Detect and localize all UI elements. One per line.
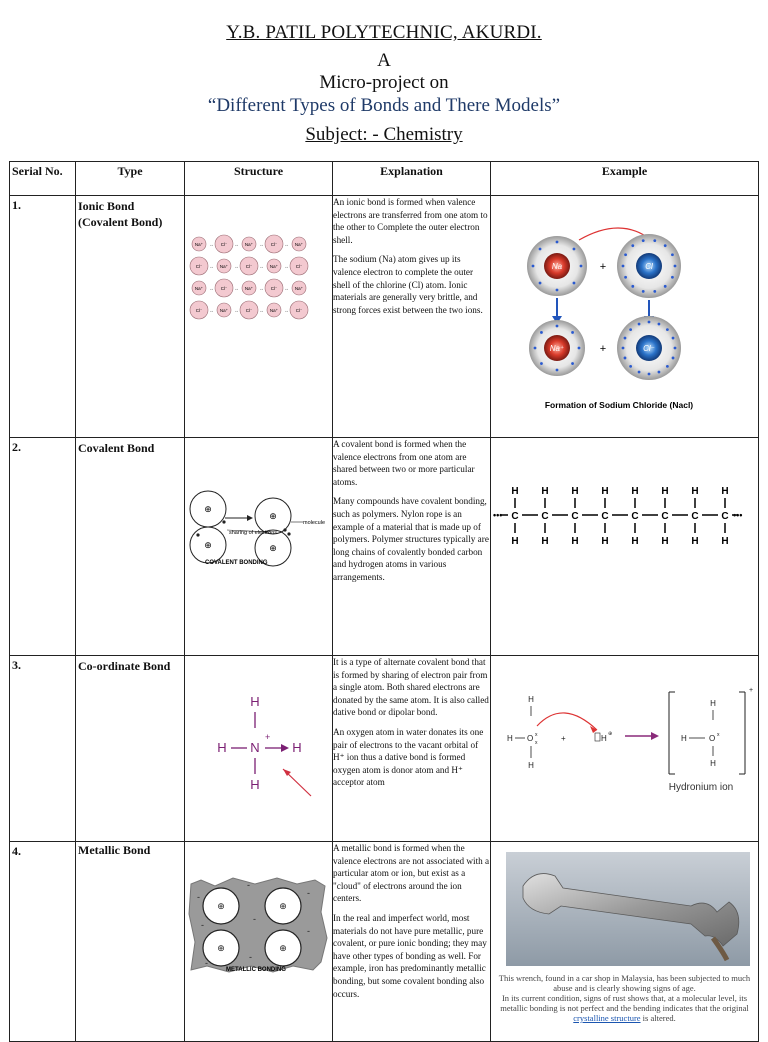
- svg-text:•••: •••: [733, 510, 743, 520]
- svg-text:H: H: [250, 777, 260, 792]
- electron-dot: [534, 347, 537, 350]
- atom-h: H: [661, 536, 669, 547]
- bond-type: Ionic Bond (Covalent Bond): [78, 199, 163, 229]
- svg-text:-: -: [307, 888, 310, 898]
- atom-h: H: [541, 486, 549, 497]
- line-a: A: [377, 50, 391, 71]
- serial-number: 4.: [12, 844, 21, 858]
- atom-h: H: [631, 536, 639, 547]
- svg-text:-: -: [201, 920, 204, 930]
- explanation-para: In the real and imperfect world, most materials do not have pure metallic, pure covalent, or pure ionic bonding; they may have other types of bonding as well. For example, iron has predominantly metallic bonding, but some covalent bonding also occurs.: [333, 912, 487, 999]
- electron-dot: [540, 362, 543, 365]
- electron-dot: [532, 265, 535, 268]
- atom-c: C: [661, 511, 669, 522]
- electron-dot: [631, 285, 634, 288]
- ion-label: Na⁺: [244, 286, 254, 291]
- svg-text:+: +: [599, 261, 607, 273]
- electron-dot: [658, 371, 661, 374]
- svg-text:-: -: [249, 952, 252, 962]
- atom-c: C: [691, 511, 699, 522]
- bonds-table: [9, 161, 759, 1042]
- project-title: “Different Types of Bonds and There Models”: [207, 95, 561, 116]
- svg-text:⊕: ⊕: [608, 731, 613, 737]
- svg-text:Cl: Cl: [645, 262, 653, 271]
- header-serial: Serial No.: [10, 162, 76, 196]
- atom-h: H: [571, 486, 579, 497]
- svg-text:↔: ↔: [284, 242, 289, 247]
- ammonium-structure-icon: [185, 656, 331, 836]
- svg-text:x: x: [717, 732, 720, 738]
- metallic-caption: METALLIC BONDING: [226, 967, 286, 973]
- atom-h: H: [661, 486, 669, 497]
- electron-dot: [648, 373, 651, 376]
- svg-text:↔: ↔: [259, 242, 264, 247]
- molecule-label: molecule: [303, 520, 326, 526]
- explanation-para: An oxygen atom in water donates its one pair of electrons to the vacant orbital of H⁺ ion thus a dative bond is formed oxygen atom is donor atom and H⁺ acceptor atom: [333, 726, 484, 788]
- ion-label: Na⁺: [269, 264, 279, 269]
- svg-text:↔: ↔: [209, 286, 214, 291]
- electron-dot: [624, 337, 627, 340]
- atom-h: H: [571, 536, 579, 547]
- header-explanation: Explanation: [333, 162, 491, 196]
- table-row: [10, 196, 759, 438]
- svg-text:-: -: [197, 892, 200, 902]
- table-row: [10, 842, 759, 1042]
- ion-label: Na⁺: [269, 308, 279, 313]
- svg-text:H: H: [528, 695, 534, 704]
- ion-label: Cl⁻: [295, 264, 303, 269]
- svg-text:↔: ↔: [284, 308, 289, 313]
- electron-dot: [664, 244, 667, 247]
- electron-dot: [672, 357, 675, 360]
- atom-c: C: [571, 511, 579, 522]
- explanation-para: A metallic bond is formed when the valence electrons are not associated with a particular atom or ion, but exist as a "cloud" of electrons around the ion centers.: [333, 843, 490, 904]
- svg-text:↔: ↔: [209, 264, 214, 269]
- electron-dot: [666, 365, 669, 368]
- svg-text:H: H: [681, 734, 687, 743]
- header-type: Type: [76, 162, 185, 196]
- explanation-para: A covalent bond is formed when the valence electrons from one atom are shared between two or more particular atoms.: [333, 439, 475, 487]
- electron-dot: [666, 328, 669, 331]
- atom-h: H: [511, 486, 519, 497]
- svg-text:H: H: [710, 759, 716, 768]
- photo-caption-line: In its current condition, signs of rust shows that, at a molecular level, its metallic bonding is not perfect and the bending indicates that the original: [500, 993, 749, 1013]
- atom-h: H: [721, 536, 729, 547]
- svg-text:-: -: [307, 926, 310, 936]
- ion-label: Na⁺: [294, 242, 304, 247]
- electron-dot: [624, 276, 627, 279]
- atom-c: C: [631, 511, 639, 522]
- atom-h: H: [601, 486, 609, 497]
- bond-type: Covalent Bond: [78, 441, 155, 455]
- svg-text:↔: ↔: [209, 242, 214, 247]
- ion-label: Cl⁻: [220, 286, 228, 291]
- table-row: [10, 656, 759, 842]
- ion-label: Cl⁻: [295, 308, 303, 313]
- svg-text:N: N: [250, 740, 260, 755]
- atom-c: C: [601, 511, 609, 522]
- electron-dot: [671, 276, 674, 279]
- metallic-lattice-icon: [185, 842, 331, 1036]
- svg-text:⊕: ⊕: [279, 943, 287, 953]
- svg-text:+: +: [561, 734, 566, 743]
- svg-text:⊕: ⊕: [279, 901, 287, 911]
- atom-h: H: [541, 536, 549, 547]
- photo-caption: [491, 973, 758, 1023]
- ion-label: Cl⁻: [270, 286, 278, 291]
- ion-label: Cl⁻: [195, 308, 203, 313]
- ion-label: Cl⁻: [270, 242, 278, 247]
- electron-dot: [671, 253, 674, 256]
- svg-text:⊕: ⊕: [204, 540, 212, 550]
- explanation-cell: [333, 438, 491, 656]
- electron-dot: [642, 290, 645, 293]
- micro-project-line: Micro-project on: [319, 72, 449, 93]
- svg-text:Na⁺: Na⁺: [549, 344, 565, 353]
- bent-wrench-photo-icon: [491, 842, 757, 968]
- ion-label: Na⁺: [219, 308, 229, 313]
- svg-text:+: +: [749, 687, 754, 694]
- atom-h: H: [511, 536, 519, 547]
- explanation-para: It is a type of alternate covalent bond that is formed by sharing of electron pair from a single atom. Both shared electrons are donated by the same atom. It is also called dative bond or dipolar bond.: [333, 657, 489, 718]
- explanation-para: The sodium (Na) atom gives up its valence electron to complete the outer shell of the chlorine (Cl) atom. Ionic materials are generally very brittle, and strong forces exist between the two ions.: [333, 254, 483, 315]
- electron-dot: [674, 265, 677, 268]
- svg-text:⊕: ⊕: [217, 901, 225, 911]
- explanation-para: An ionic bond is formed when valence electrons are transferred from one atom to the other to Complete the outer electron shell.: [333, 197, 488, 245]
- svg-text:↔: ↔: [259, 286, 264, 291]
- ionic-lattice-icon: [185, 196, 331, 432]
- svg-text:O: O: [527, 734, 534, 743]
- svg-text:↔: ↔: [209, 308, 214, 313]
- ion-label: Na⁺: [219, 264, 229, 269]
- sharing-label: sharing of electrons: [229, 530, 277, 536]
- svg-text:↔: ↔: [234, 242, 239, 247]
- electron-dot: [622, 347, 625, 350]
- svg-text:Na: Na: [551, 262, 563, 271]
- subject-line: Subject: - Chemistry: [305, 124, 463, 145]
- explanation-cell: [333, 196, 491, 438]
- ion-label: Cl⁻: [245, 264, 253, 269]
- ion-label: Na⁺: [244, 242, 254, 247]
- svg-text:-: -: [247, 880, 250, 890]
- svg-text:H: H: [507, 734, 513, 743]
- svg-text:↔: ↔: [234, 308, 239, 313]
- electron-dot: [578, 347, 581, 350]
- institute-name: Y.B. PATIL POLYTECHNIC, AKURDI.: [226, 22, 542, 43]
- svg-text:H: H: [710, 699, 716, 708]
- ion-label: Na⁺: [194, 242, 204, 247]
- covalent-caption: COVALENT BONDING: [205, 560, 268, 566]
- svg-text:⊕: ⊕: [269, 543, 277, 553]
- crystalline-structure-link[interactable]: crystalline structure: [573, 1013, 641, 1023]
- electron-dot: [556, 241, 559, 244]
- electron-dot: [622, 265, 625, 268]
- explanation-para: Many compounds have covalent bonding, such as polymers. Nylon rope is an example of a material that is made up of polymers. Polymer structures typically are long chains of covalently bonded carbon and hydrogen atoms in various arrangements.: [333, 496, 489, 582]
- serial-number: 1.: [12, 198, 21, 212]
- serial-number: 3.: [12, 658, 21, 672]
- svg-text:O: O: [709, 734, 716, 743]
- atom-h: H: [691, 536, 699, 547]
- bond-type: Metallic Bond: [78, 843, 151, 857]
- electron-dot: [571, 331, 574, 334]
- svg-text:+: +: [599, 343, 607, 355]
- svg-text:↔: ↔: [284, 286, 289, 291]
- atom-h: H: [601, 536, 609, 547]
- svg-text:↔: ↔: [259, 308, 264, 313]
- svg-text:•••: •••: [493, 510, 503, 520]
- svg-text:⊕: ⊕: [204, 504, 212, 514]
- atom-h: H: [631, 486, 639, 497]
- ion-label: Na⁺: [294, 286, 304, 291]
- atom-c: C: [541, 511, 549, 522]
- electron-dot: [539, 282, 542, 285]
- electron-dot: [653, 239, 656, 242]
- electron-dot: [653, 290, 656, 293]
- atom-c: C: [511, 511, 519, 522]
- electron-dot: [540, 331, 543, 334]
- polymer-chain-icon: [491, 438, 757, 650]
- atom-c: C: [721, 511, 729, 522]
- svg-text:x: x: [535, 740, 538, 746]
- hydronium-reaction-icon: [491, 656, 757, 836]
- svg-text:Cl⁻: Cl⁻: [643, 344, 655, 353]
- electron-dot: [624, 253, 627, 256]
- atom-h: H: [691, 486, 699, 497]
- covalent-atoms-icon: [185, 438, 331, 650]
- atom-h: H: [721, 486, 729, 497]
- electron-dot: [658, 323, 661, 326]
- electron-dot: [629, 365, 632, 368]
- electron-dot: [573, 248, 576, 251]
- svg-text:H: H: [528, 761, 534, 770]
- electron-dot: [571, 362, 574, 365]
- svg-text:↔: ↔: [284, 264, 289, 269]
- table-row: [10, 438, 759, 656]
- svg-text:H: H: [601, 734, 607, 743]
- header-example: Example: [491, 162, 759, 196]
- example-caption: Formation of Sodium Chloride (Nacl): [544, 400, 694, 410]
- electron-dot: [556, 325, 559, 328]
- electron-dot: [672, 337, 675, 340]
- electron-dot: [664, 285, 667, 288]
- electron-dot: [674, 347, 677, 350]
- serial-number: 2.: [12, 440, 21, 454]
- electron-dot: [631, 244, 634, 247]
- svg-text:↔: ↔: [259, 264, 264, 269]
- electron-dot: [624, 357, 627, 360]
- electron-dot: [629, 328, 632, 331]
- electron-dot: [580, 265, 583, 268]
- svg-text:↔: ↔: [234, 286, 239, 291]
- svg-text:-: -: [205, 958, 208, 968]
- svg-text:⊕: ⊕: [269, 511, 277, 521]
- explanation-cell: [333, 842, 491, 1042]
- svg-text:-: -: [253, 914, 256, 924]
- table-header-row: [10, 162, 759, 196]
- electron-dot: [642, 239, 645, 242]
- electron-dot: [556, 369, 559, 372]
- photo-caption-line: This wrench, found in a car shop in Malaysia, has been subjected to much abuse and is clearly showing signs of age.: [498, 973, 751, 993]
- svg-text:+: +: [265, 732, 271, 742]
- ion-label: Cl⁻: [195, 264, 203, 269]
- electron-dot: [539, 248, 542, 251]
- bond-type: Co-ordinate Bond: [78, 659, 171, 673]
- electron-dot: [556, 289, 559, 292]
- photo-caption-line: is altered.: [640, 1013, 676, 1023]
- ion-label: Cl⁻: [245, 308, 253, 313]
- svg-text:H: H: [217, 740, 227, 755]
- hydronium-caption: Hydronium ion: [668, 782, 734, 793]
- electron-dot: [638, 371, 641, 374]
- svg-text:x: x: [535, 732, 538, 738]
- explanation-cell: [333, 656, 491, 842]
- svg-text:⊕: ⊕: [217, 943, 225, 953]
- ion-label: Cl⁻: [220, 242, 228, 247]
- na-cl-atoms-icon: [491, 196, 757, 432]
- ion-label: Na⁺: [194, 286, 204, 291]
- svg-text:↔: ↔: [234, 264, 239, 269]
- electron-dot: [573, 282, 576, 285]
- svg-text:H: H: [250, 694, 260, 709]
- electron-dot: [648, 321, 651, 324]
- header-structure: Structure: [185, 162, 333, 196]
- electron-dot: [638, 323, 641, 326]
- svg-text:H: H: [292, 740, 302, 755]
